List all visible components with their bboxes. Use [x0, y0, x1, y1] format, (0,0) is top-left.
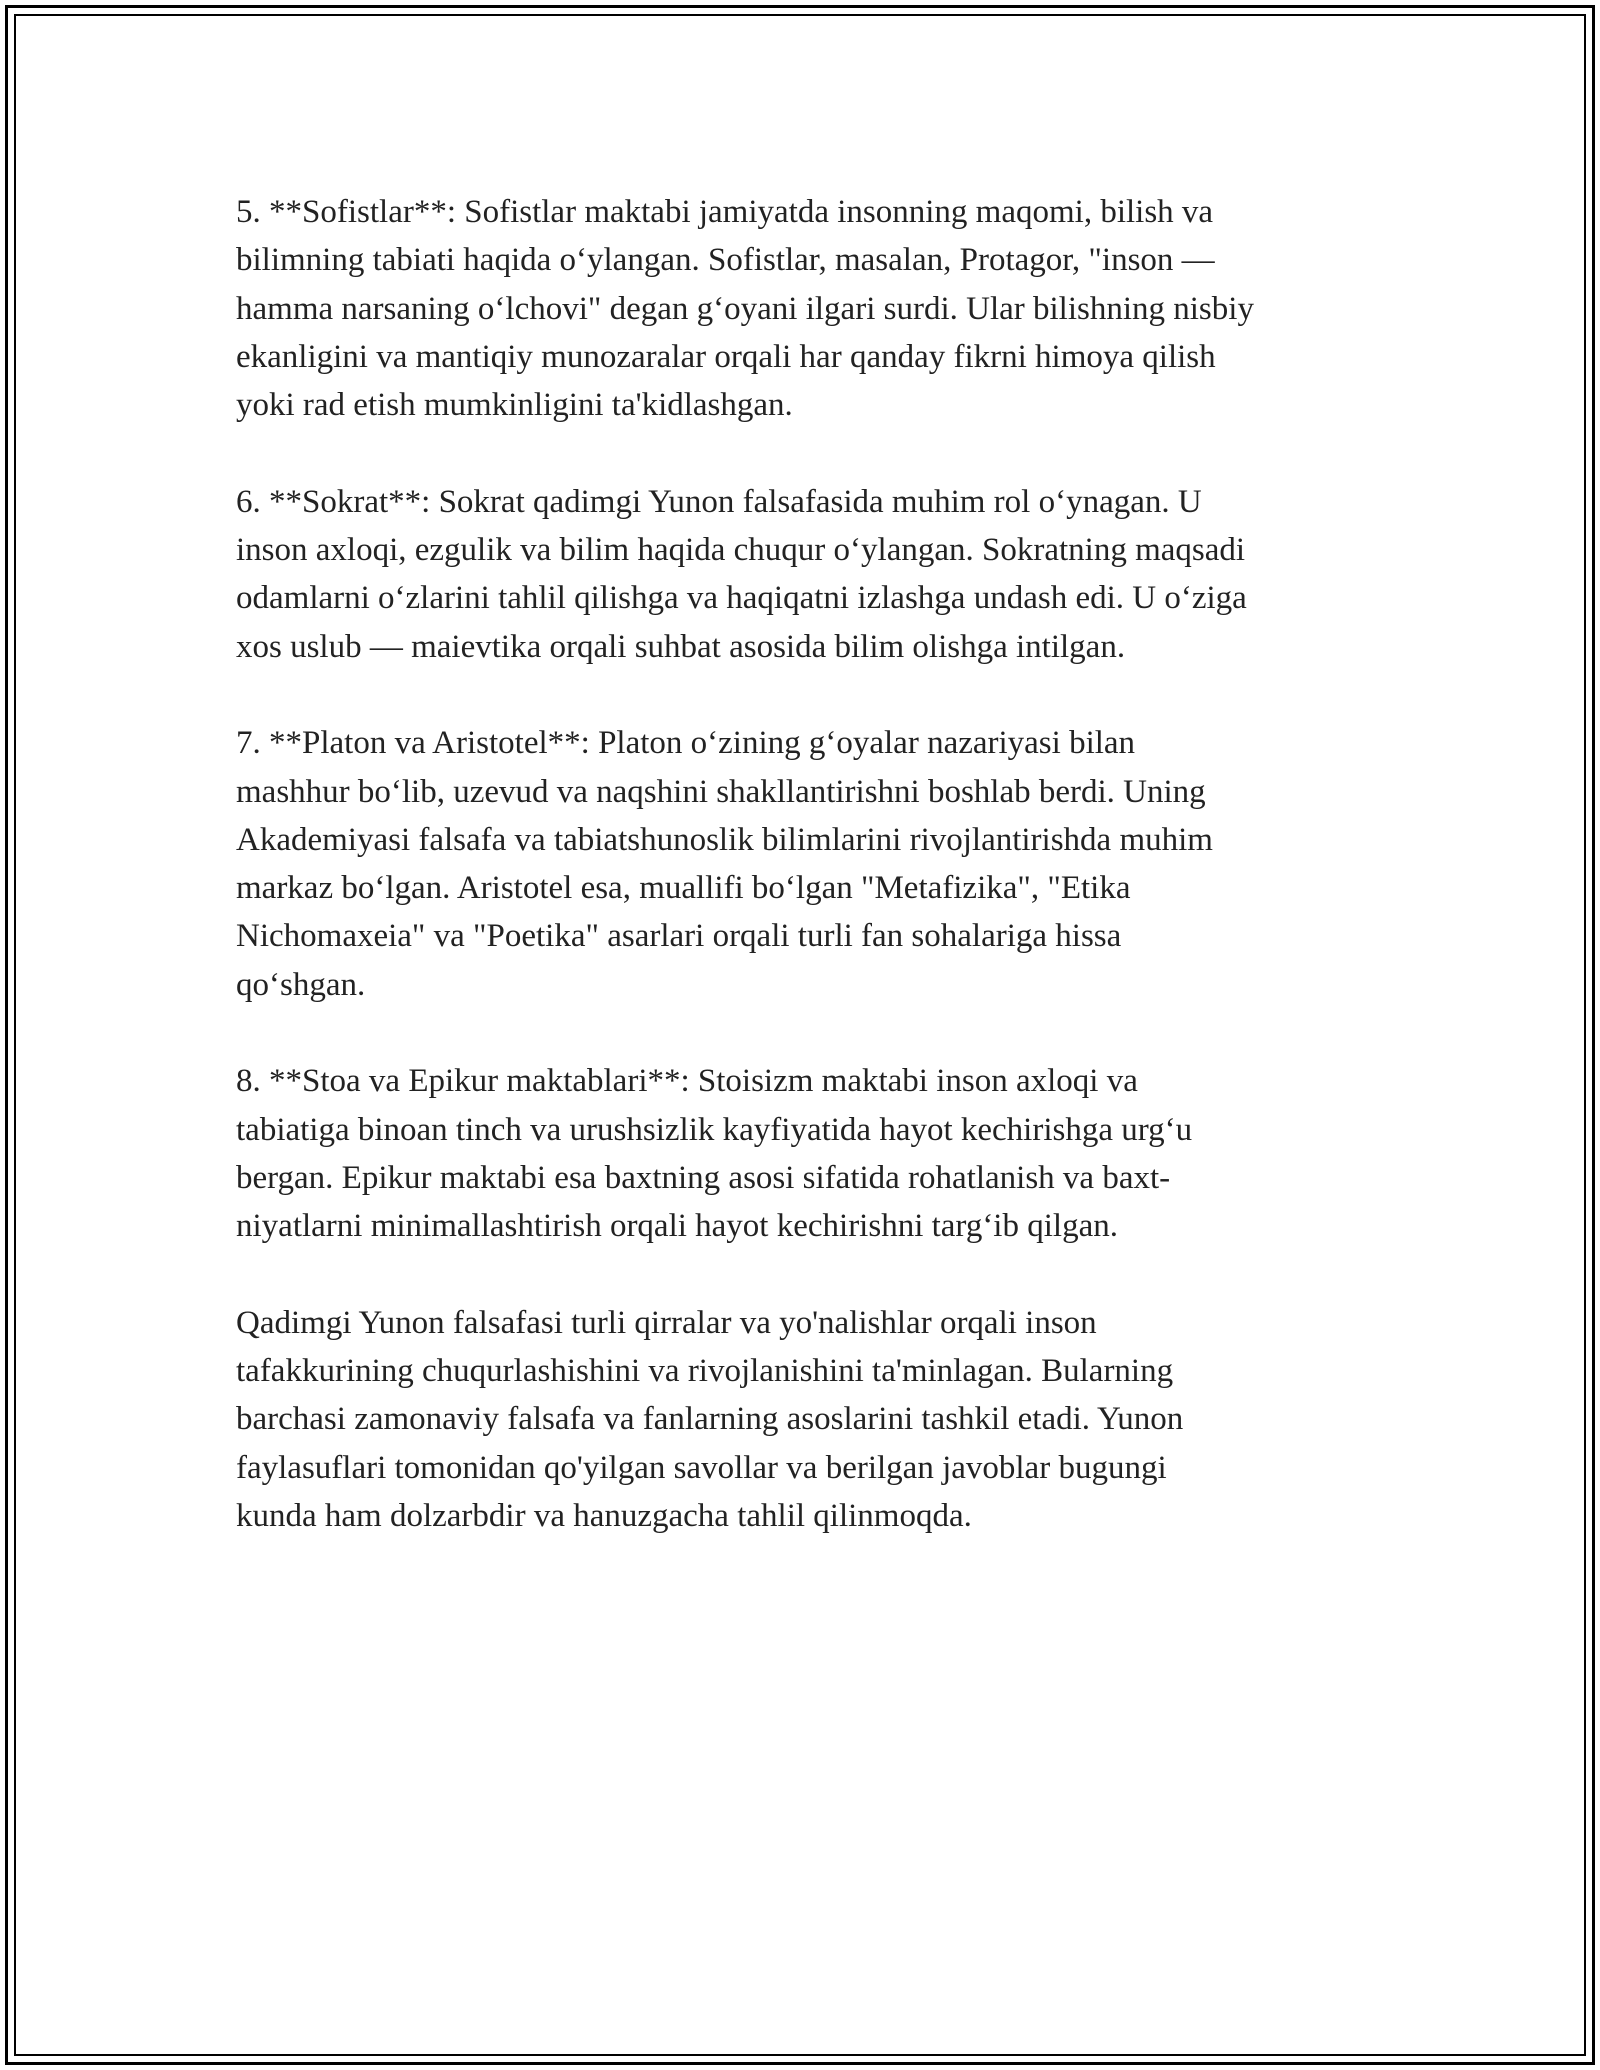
text-line: 6. **Sokrat**: Sokrat qadimgi Yunon falsafasida muhim rol o‘ynagan. U — [236, 483, 1202, 520]
text-line: faylasuflari tomonidan qo'yilgan savollar va berilgan javoblar bugungi — [236, 1449, 1167, 1486]
paragraph-sofistlar — [236, 188, 1396, 429]
text-line: bilimning tabiati haqida o‘ylangan. Sofistlar, masalan, Protagor, "inson — — [236, 242, 1215, 279]
text-line: Nichomaxeia" va "Poetika" asarlari orqali turli fan sohalariga hissa — [236, 918, 1122, 955]
text-line: 8. **Stoa va Epikur maktablari**: Stoisizm maktabi inson axloqi va — [236, 1063, 1138, 1100]
text-line: yoki rad etish mumkinligini ta'kidlashgan. — [236, 387, 793, 424]
text-line: xos uslub — maievtika orqali suhbat asosida bilim olishga intilgan. — [236, 628, 1126, 665]
text-line: inson axloqi, ezgulik va bilim haqida chuqur o‘ylangan. Sokratning maqsadi — [236, 532, 1246, 569]
text-line: ekanligini va mantiqiy munozaralar orqali har qanday fikrni himoya qilish — [236, 338, 1216, 375]
text-line: markaz bo‘lgan. Aristotel esa, muallifi bo‘lgan "Metafizika", "Etika — [236, 870, 1131, 907]
text-line: odamlarni o‘zlarini tahlil qilishga va haqiqatni izlashga undash edi. U o‘ziga — [236, 580, 1247, 617]
text-line: hamma narsaning o‘lchovi" degan g‘oyani ilgari surdi. Ular bilishning nisbiy — [236, 290, 1254, 327]
text-line: qo‘shgan. — [236, 966, 366, 1003]
paragraph-stoa-epikur — [236, 1057, 1396, 1250]
paragraph-sokrat — [236, 478, 1396, 671]
text-line: mashhur bo‘lib, uzevud va naqshini shakllantirishni boshlab berdi. Uning — [236, 773, 1206, 810]
text-line: Qadimgi Yunon falsafasi turli qirralar va yo'nalishlar orqali inson — [236, 1304, 1097, 1341]
text-line: tabiatiga binoan tinch va urushsizlik kayfiyatida hayot kechirishga urg‘u — [236, 1111, 1193, 1148]
document-body — [236, 188, 1396, 1589]
paragraph-platon-aristotel — [236, 719, 1396, 1009]
text-line: Akademiyasi falsafa va tabiatshunoslik bilimlarini rivojlantirishda muhim — [236, 821, 1213, 858]
text-line: bergan. Epikur maktabi esa baxtning asosi sifatida rohatlanish va baxt- — [236, 1159, 1171, 1196]
paragraph-xulosa — [236, 1299, 1396, 1540]
text-line: 7. **Platon va Aristotel**: Platon o‘zining g‘oyalar nazariyasi bilan — [236, 725, 1136, 762]
text-line: barchasi zamonaviy falsafa va fanlarning asoslarini tashkil etadi. Yunon — [236, 1401, 1184, 1438]
text-line: niyatlarni minimallashtirish orqali hayot kechirishni targ‘ib qilgan. — [236, 1208, 1118, 1245]
text-line: kunda ham dolzarbdir va hanuzgacha tahlil qilinmoqda. — [236, 1498, 972, 1535]
text-line: tafakkurining chuqurlashishini va rivojlanishini ta'minlagan. Bularning — [236, 1353, 1174, 1390]
text-line: 5. **Sofistlar**: Sofistlar maktabi jamiyatda insonning maqomi, bilish va — [236, 194, 1214, 230]
